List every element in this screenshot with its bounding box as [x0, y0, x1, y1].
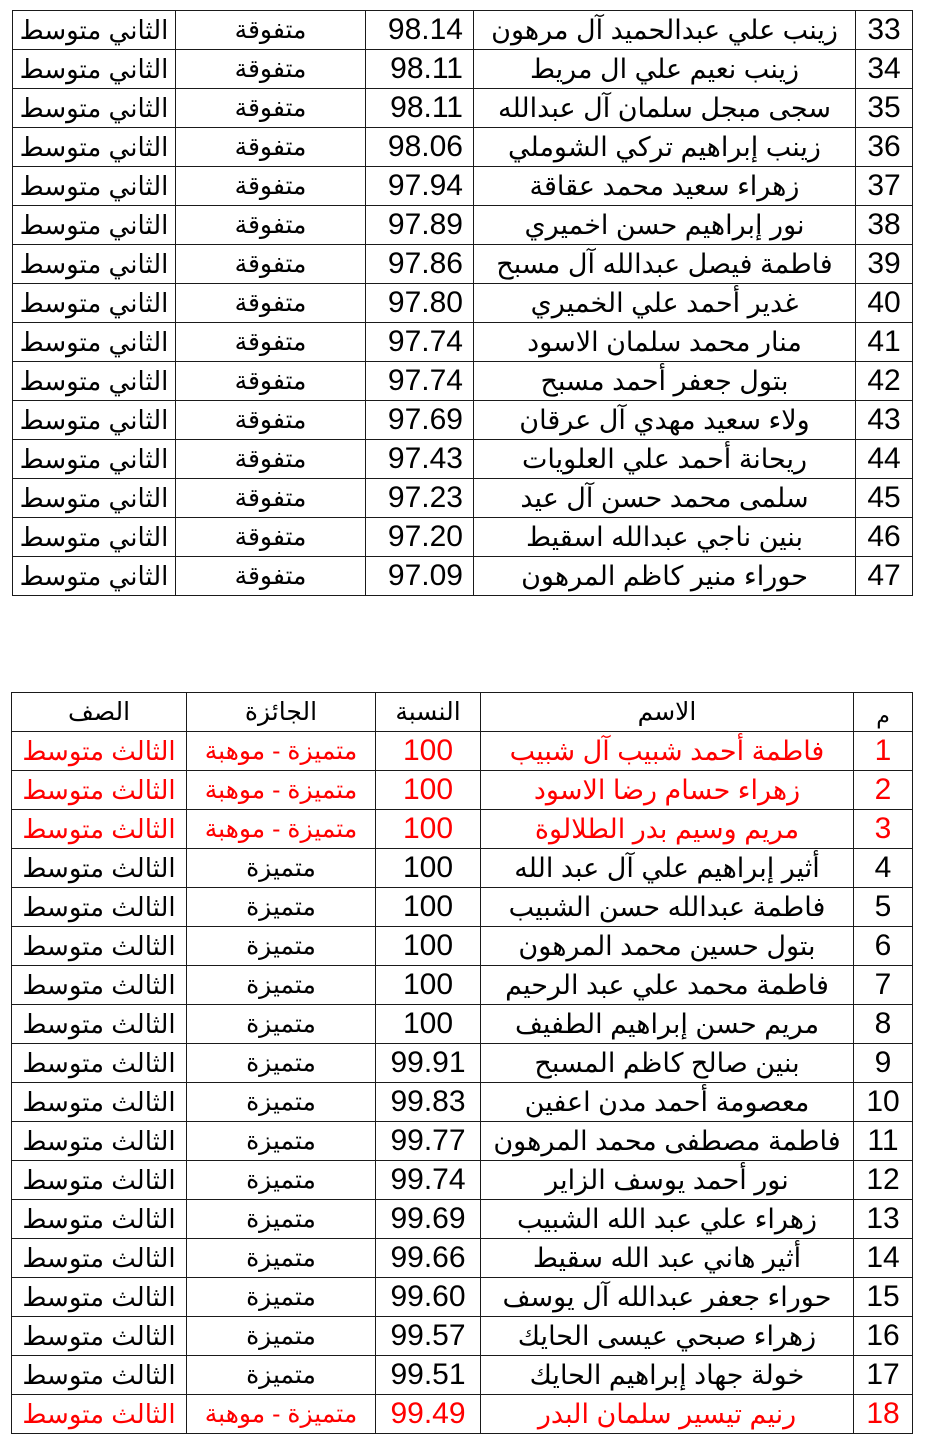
row-number: 8: [854, 1005, 913, 1044]
row-number: 16: [854, 1317, 913, 1356]
award-label: متميزة: [187, 966, 376, 1005]
row-number: 42: [856, 362, 913, 401]
score-percent: 99.49: [376, 1395, 481, 1434]
row-number: 12: [854, 1161, 913, 1200]
third-grade-results-table: [11, 692, 913, 1434]
header-grade: الصف: [12, 693, 187, 732]
table-row: [12, 1239, 913, 1278]
student-name: خولة جهاد إبراهيم الحايك: [481, 1356, 854, 1395]
award-label: متفوقة: [176, 401, 366, 440]
grade-level: الثالث متوسط: [12, 1356, 187, 1395]
table-row: [12, 1083, 913, 1122]
grade-level: الثالث متوسط: [12, 888, 187, 927]
score-percent: 100: [376, 849, 481, 888]
student-name: حوراء جعفر عبدالله آل يوسف: [481, 1278, 854, 1317]
grade-level: الثالث متوسط: [12, 849, 187, 888]
student-name: فاطمة فيصل عبدالله آل مسبح: [474, 245, 856, 284]
row-number: 43: [856, 401, 913, 440]
award-label: متفوقة: [176, 284, 366, 323]
row-number: 44: [856, 440, 913, 479]
table-row: [12, 888, 913, 927]
score-percent: 97.80: [366, 284, 474, 323]
grade-level: الثالث متوسط: [12, 1239, 187, 1278]
award-label: متميزة: [187, 1083, 376, 1122]
award-label: متفوقة: [176, 89, 366, 128]
grade-level: الثاني متوسط: [13, 557, 176, 596]
table-row: [12, 1161, 913, 1200]
score-percent: 99.69: [376, 1200, 481, 1239]
grade-level: الثاني متوسط: [13, 89, 176, 128]
student-name: فاطمة مصطفى محمد المرهون: [481, 1122, 854, 1161]
student-name: زهراء سعيد محمد عقاقة: [474, 167, 856, 206]
student-name: زهراء علي عبد الله الشبيب: [481, 1200, 854, 1239]
row-number: 13: [854, 1200, 913, 1239]
row-number: 38: [856, 206, 913, 245]
table-row: [12, 1122, 913, 1161]
table-row: [13, 50, 913, 89]
row-number: 11: [854, 1122, 913, 1161]
score-percent: 100: [376, 732, 481, 771]
student-name: معصومة أحمد مدن اعفين: [481, 1083, 854, 1122]
grade-level: الثالث متوسط: [12, 1161, 187, 1200]
table-body: [13, 11, 913, 596]
student-name: أثير هاني عبد الله سقيط: [481, 1239, 854, 1278]
table-row: [12, 1044, 913, 1083]
grade-level: الثاني متوسط: [13, 362, 176, 401]
score-percent: 98.06: [366, 128, 474, 167]
award-label: متفوقة: [176, 206, 366, 245]
score-percent: 100: [376, 927, 481, 966]
student-name: مريم وسيم بدر الطلالوة: [481, 810, 854, 849]
award-label: متميزة - موهبة: [187, 810, 376, 849]
score-percent: 99.66: [376, 1239, 481, 1278]
table-row: [13, 323, 913, 362]
row-number: 34: [856, 50, 913, 89]
row-number: 37: [856, 167, 913, 206]
row-number: 4: [854, 849, 913, 888]
row-number: 5: [854, 888, 913, 927]
table-row: [13, 11, 913, 50]
row-number: 1: [854, 732, 913, 771]
row-number: 33: [856, 11, 913, 50]
score-percent: 99.51: [376, 1356, 481, 1395]
award-label: متفوقة: [176, 362, 366, 401]
row-number: 45: [856, 479, 913, 518]
score-percent: 97.94: [366, 167, 474, 206]
grade-level: الثاني متوسط: [13, 401, 176, 440]
award-label: متميزة: [187, 1317, 376, 1356]
score-percent: 99.83: [376, 1083, 481, 1122]
award-label: متفوقة: [176, 323, 366, 362]
row-number: 47: [856, 557, 913, 596]
grade-level: الثاني متوسط: [13, 167, 176, 206]
header-name: الاسم: [481, 693, 854, 732]
table-row: [12, 771, 913, 810]
table-row: [13, 401, 913, 440]
row-number: 35: [856, 89, 913, 128]
award-label: متميزة - موهبة: [187, 771, 376, 810]
header-award: الجائزة: [187, 693, 376, 732]
award-label: متميزة: [187, 1239, 376, 1278]
student-name: نور أحمد يوسف الزاير: [481, 1161, 854, 1200]
score-percent: 97.09: [366, 557, 474, 596]
award-label: متميزة: [187, 1161, 376, 1200]
score-percent: 100: [376, 771, 481, 810]
grade-level: الثاني متوسط: [13, 11, 176, 50]
table-row: [12, 966, 913, 1005]
grade-level: الثالث متوسط: [12, 1122, 187, 1161]
student-name: ولاء سعيد مهدي آل عرقان: [474, 401, 856, 440]
student-name: فاطمة محمد علي عبد الرحيم: [481, 966, 854, 1005]
grade-level: الثاني متوسط: [13, 206, 176, 245]
table-row: [12, 1005, 913, 1044]
award-label: متميزة - موهبة: [187, 732, 376, 771]
award-label: متفوقة: [176, 11, 366, 50]
score-percent: 97.69: [366, 401, 474, 440]
second-grade-results-table: [12, 10, 913, 596]
row-number: 3: [854, 810, 913, 849]
table-row: [13, 362, 913, 401]
table-row: [12, 1317, 913, 1356]
score-percent: 97.74: [366, 323, 474, 362]
award-label: متميزة: [187, 888, 376, 927]
table-row: [12, 1356, 913, 1395]
row-number: 9: [854, 1044, 913, 1083]
score-percent: 97.89: [366, 206, 474, 245]
award-label: متفوقة: [176, 167, 366, 206]
table-row: [13, 206, 913, 245]
student-name: سلمى محمد حسن آل عيد: [474, 479, 856, 518]
header-row: [12, 693, 913, 732]
award-label: متفوقة: [176, 50, 366, 89]
row-number: 40: [856, 284, 913, 323]
score-percent: 98.14: [366, 11, 474, 50]
grade-level: الثالث متوسط: [12, 1200, 187, 1239]
student-name: سجى مبجل سلمان آل عبدالله: [474, 89, 856, 128]
row-number: 36: [856, 128, 913, 167]
row-number: 6: [854, 927, 913, 966]
award-label: متفوقة: [176, 128, 366, 167]
student-name: زينب نعيم علي ال مريط: [474, 50, 856, 89]
grade-level: الثالث متوسط: [12, 927, 187, 966]
student-name: رنيم تيسير سلمان البدر: [481, 1395, 854, 1434]
grade-level: الثالث متوسط: [12, 732, 187, 771]
score-percent: 100: [376, 810, 481, 849]
student-name: منار محمد سلمان الاسود: [474, 323, 856, 362]
row-number: 10: [854, 1083, 913, 1122]
grade-level: الثالث متوسط: [12, 966, 187, 1005]
grade-level: الثاني متوسط: [13, 50, 176, 89]
row-number: 2: [854, 771, 913, 810]
score-percent: 99.57: [376, 1317, 481, 1356]
grade-level: الثالث متوسط: [12, 1278, 187, 1317]
score-percent: 100: [376, 1005, 481, 1044]
student-name: بنين ناجي عبدالله اسقيط: [474, 518, 856, 557]
grade-level: الثالث متوسط: [12, 1005, 187, 1044]
student-name: بتول جعفر أحمد مسبح: [474, 362, 856, 401]
award-label: متفوقة: [176, 245, 366, 284]
score-percent: 98.11: [366, 50, 474, 89]
table-row: [13, 128, 913, 167]
table-row: [13, 284, 913, 323]
score-percent: 99.91: [376, 1044, 481, 1083]
table-row: [12, 810, 913, 849]
table-row: [12, 849, 913, 888]
student-name: مريم حسن إبراهيم الطفيف: [481, 1005, 854, 1044]
student-name: فاطمة عبدالله حسن الشبيب: [481, 888, 854, 927]
row-number: 46: [856, 518, 913, 557]
award-label: متميزة: [187, 1356, 376, 1395]
student-name: أثير إبراهيم علي آل عبد الله: [481, 849, 854, 888]
table-row: [13, 479, 913, 518]
award-label: متميزة - موهبة: [187, 1395, 376, 1434]
award-label: متفوقة: [176, 440, 366, 479]
grade-level: الثالث متوسط: [12, 1317, 187, 1356]
header-number: م: [854, 693, 913, 732]
score-percent: 99.60: [376, 1278, 481, 1317]
table-row: [12, 732, 913, 771]
header-score: النسبة: [376, 693, 481, 732]
grade-level: الثاني متوسط: [13, 518, 176, 557]
grade-level: الثاني متوسط: [13, 479, 176, 518]
award-label: متميزة: [187, 1044, 376, 1083]
table-row: [13, 440, 913, 479]
award-label: متميزة: [187, 1122, 376, 1161]
row-number: 14: [854, 1239, 913, 1278]
award-label: متفوقة: [176, 479, 366, 518]
grade-level: الثاني متوسط: [13, 284, 176, 323]
grade-level: الثاني متوسط: [13, 440, 176, 479]
table-row: [13, 557, 913, 596]
score-percent: 98.11: [366, 89, 474, 128]
table-row: [12, 1278, 913, 1317]
table-row: [13, 89, 913, 128]
student-name: ريحانة أحمد علي العلويات: [474, 440, 856, 479]
student-name: بتول حسين محمد المرهون: [481, 927, 854, 966]
score-percent: 99.77: [376, 1122, 481, 1161]
row-number: 17: [854, 1356, 913, 1395]
row-number: 7: [854, 966, 913, 1005]
award-label: متميزة: [187, 1005, 376, 1044]
award-label: متميزة: [187, 849, 376, 888]
grade-level: الثالث متوسط: [12, 1083, 187, 1122]
score-percent: 100: [376, 888, 481, 927]
score-percent: 97.74: [366, 362, 474, 401]
award-label: متميزة: [187, 927, 376, 966]
table-row: [13, 518, 913, 557]
student-name: زينب علي عبدالحميد آل مرهون: [474, 11, 856, 50]
table-header: [12, 693, 913, 732]
row-number: 41: [856, 323, 913, 362]
grade-level: الثالث متوسط: [12, 771, 187, 810]
award-label: متفوقة: [176, 557, 366, 596]
table-row: [13, 245, 913, 284]
row-number: 39: [856, 245, 913, 284]
row-number: 15: [854, 1278, 913, 1317]
award-label: متميزة: [187, 1200, 376, 1239]
grade-level: الثالث متوسط: [12, 1044, 187, 1083]
student-name: نور إبراهيم حسن اخميري: [474, 206, 856, 245]
student-name: زهراء صبحي عيسى الحايك: [481, 1317, 854, 1356]
score-percent: 97.20: [366, 518, 474, 557]
award-label: متفوقة: [176, 518, 366, 557]
table-row: [12, 1200, 913, 1239]
grade-level: الثالث متوسط: [12, 1395, 187, 1434]
grade-level: الثاني متوسط: [13, 323, 176, 362]
student-name: حوراء منير كاظم المرهون: [474, 557, 856, 596]
table-body: [12, 732, 913, 1434]
grade-level: الثاني متوسط: [13, 128, 176, 167]
table-row: [12, 927, 913, 966]
award-label: متميزة: [187, 1278, 376, 1317]
score-percent: 100: [376, 966, 481, 1005]
student-name: بنين صالح كاظم المسبح: [481, 1044, 854, 1083]
student-name: فاطمة أحمد شبيب آل شبيب: [481, 732, 854, 771]
score-percent: 97.86: [366, 245, 474, 284]
table-row: [13, 167, 913, 206]
score-percent: 97.23: [366, 479, 474, 518]
student-name: غدير أحمد علي الخميري: [474, 284, 856, 323]
score-percent: 97.43: [366, 440, 474, 479]
grade-level: الثاني متوسط: [13, 245, 176, 284]
score-percent: 99.74: [376, 1161, 481, 1200]
student-name: زينب إبراهيم تركي الشوملي: [474, 128, 856, 167]
row-number: 18: [854, 1395, 913, 1434]
grade-level: الثالث متوسط: [12, 810, 187, 849]
table-row: [12, 1395, 913, 1434]
student-name: زهراء حسام رضا الاسود: [481, 771, 854, 810]
